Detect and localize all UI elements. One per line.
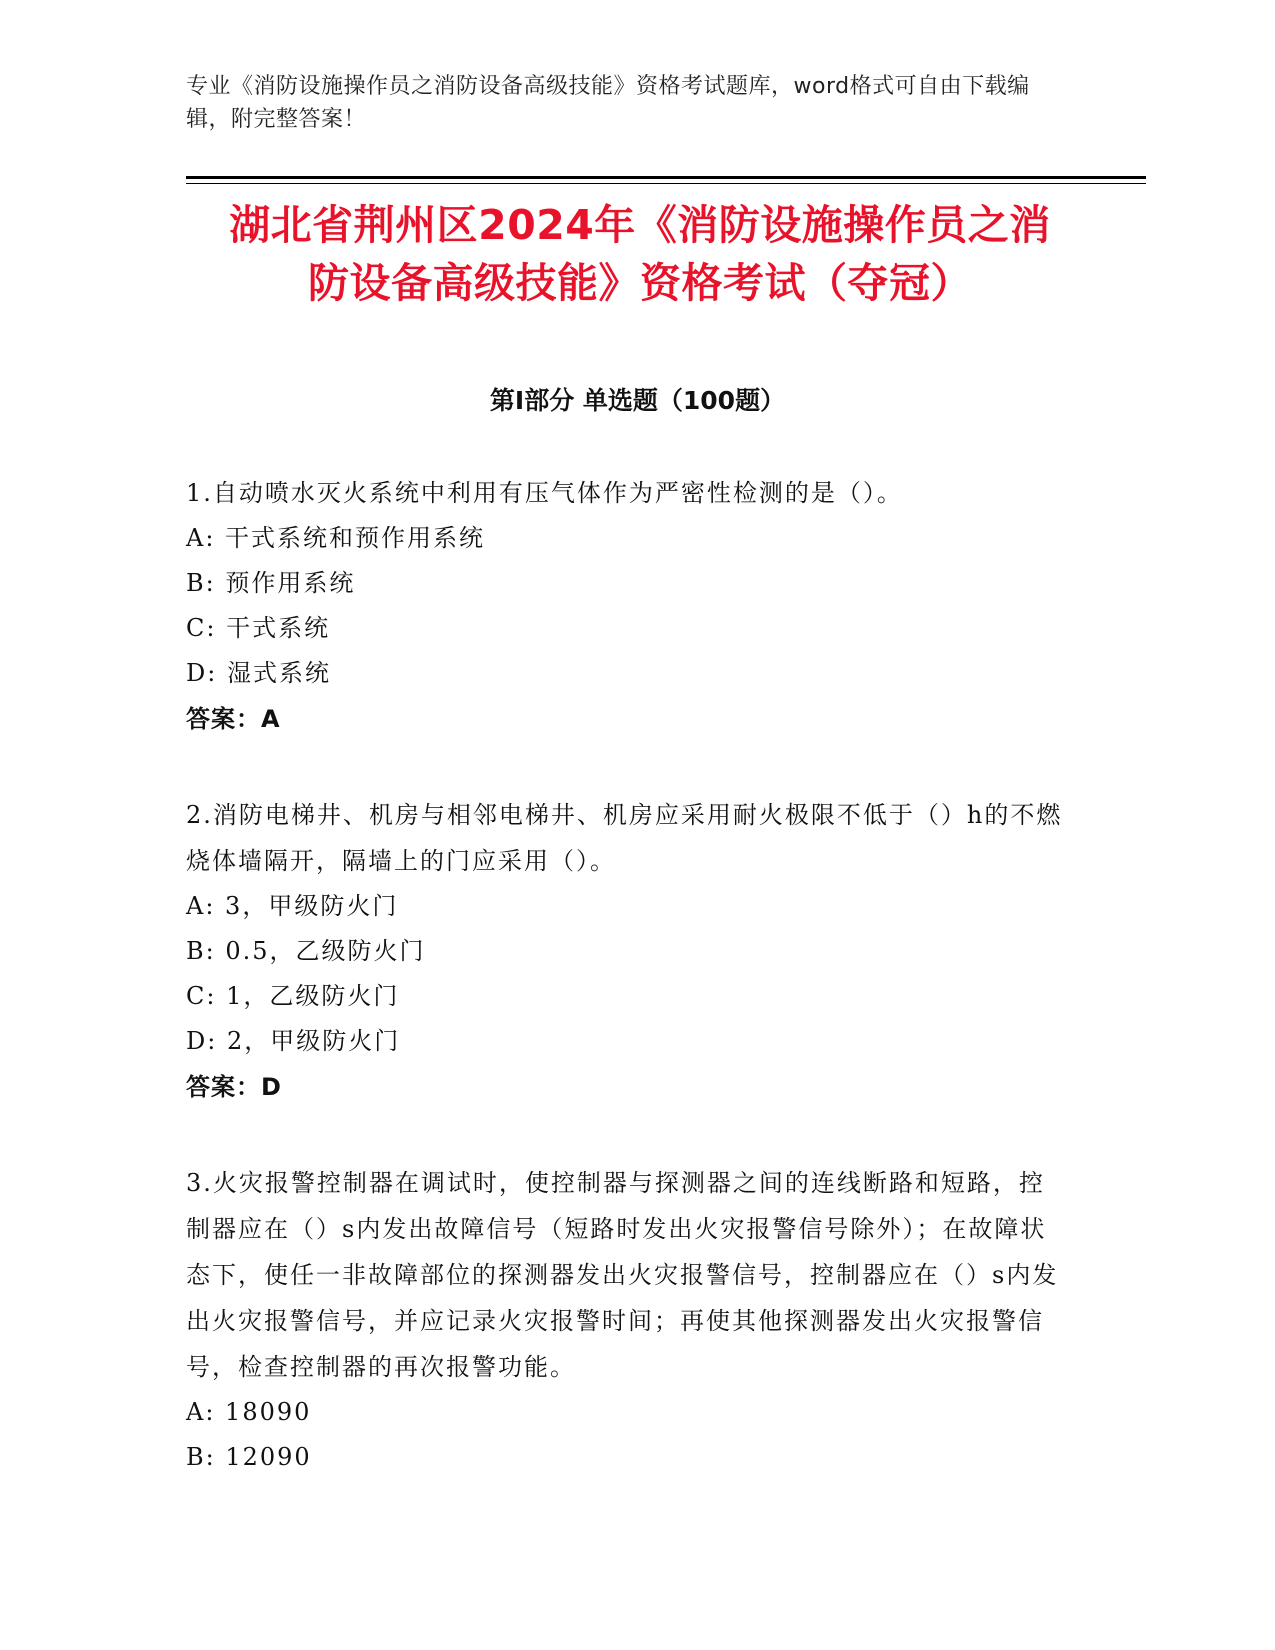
option-a: A: 3，甲级防火门: [186, 892, 399, 920]
option-d: D: 2，甲级防火门: [186, 1027, 401, 1055]
section-title: 第Ⅰ部分 单选题（100题）: [489, 386, 786, 415]
question-1: [186, 470, 1066, 742]
answer: 答案：D: [186, 1073, 282, 1101]
header-rule-thick: [186, 176, 1146, 179]
question-3: [186, 1160, 1066, 1480]
document-title-line-1: 湖北省荆州区2024年《消防设施操作员之消: [229, 201, 1051, 249]
document-title: [160, 196, 1120, 312]
option-d: D: 湿式系统: [186, 659, 331, 687]
option-b: B: 12090: [186, 1443, 312, 1471]
question-stem: 1.自动喷水灭火系统中利用有压气体作为严密性检测的是（）。: [186, 479, 903, 507]
option-c: C: 干式系统: [186, 614, 331, 642]
option-c: C: 1，乙级防火门: [186, 982, 400, 1010]
option-a: A: 18090: [186, 1398, 312, 1426]
question-stem: 2.消防电梯井、机房与相邻电梯井、机房应采用耐火极限不低于（）h的不燃烧体墙隔开，隔墙上的门应采用（）。: [186, 801, 1063, 875]
header-rule-thin: [186, 183, 1146, 184]
question-2: [186, 792, 1066, 1110]
header-note: 专业《消防设施操作员之消防设备高级技能》资格考试题库，word格式可自由下载编辑，附完整答案！: [186, 74, 1030, 132]
option-b: B: 预作用系统: [186, 569, 356, 597]
option-a: A: 干式系统和预作用系统: [186, 524, 486, 552]
question-stem: 3.火灾报警控制器在调试时，使控制器与探测器之间的连线断路和短路，控制器应在（）s内发出故障信号（短路时发出火灾报警信号除外）；在故障状态下，使任一非故障部位的探测器发出火灾报警信号，控制器应在（）s内发出火灾报警信号，并应记录火灾报警时间；再使其他探测器发出火灾报警信号，检查控制器的再次报警功能。: [186, 1169, 1059, 1381]
answer: 答案：A: [186, 705, 281, 733]
option-b: B: 0.5，乙级防火门: [186, 937, 426, 965]
document-title-line-2: 防设备高级技能》资格考试（夺冠）: [308, 259, 972, 307]
question-list: [186, 470, 1066, 1530]
